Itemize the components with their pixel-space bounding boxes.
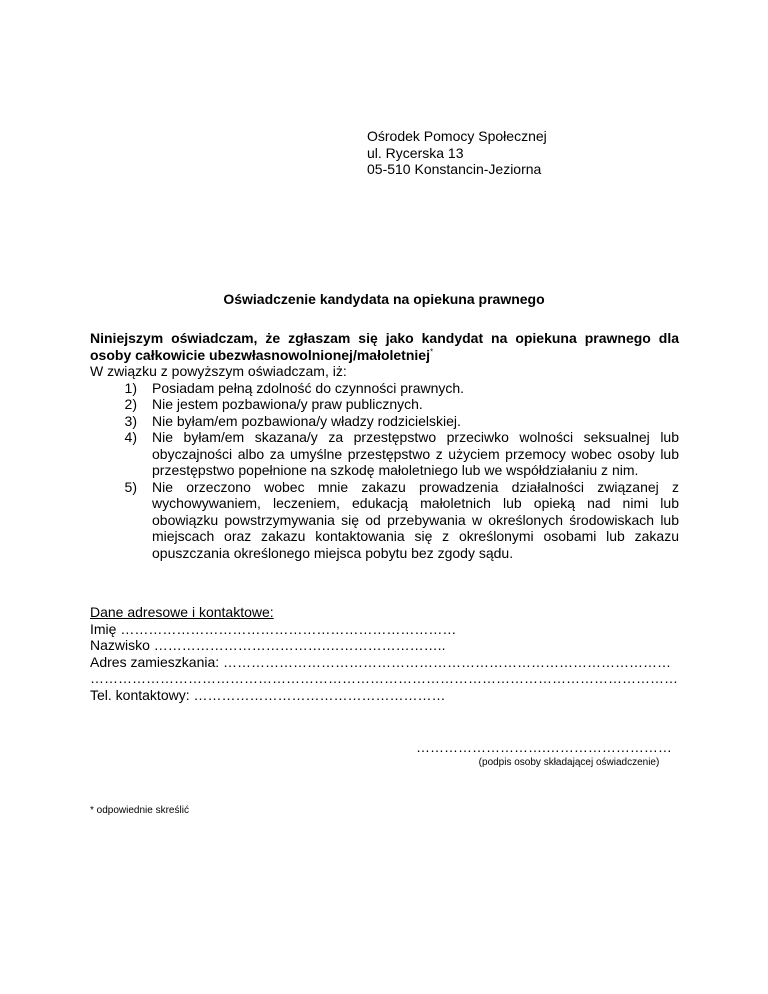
clause-text: Nie byłam/em skazana/y za przestępstwo przeciwko wolności seksualnej lub obyczajności albo za umyślne przestępstwo z użyciem przemocy wobec osoby lub przestępstwo popełnione na szkodę małoletniego lub we współdziałaniu z nim. xyxy=(152,429,679,478)
last-name-field: Nazwisko ……………………………….…………………….. xyxy=(90,637,446,653)
recipient-address xyxy=(367,128,707,178)
clause-text: Nie orzeczono wobec mnie zakazu prowadzenia działalności związanej z wychowywaniem, leczeniem, edukacją małoletnich lub opieką nad nimi lub obowiązku powstrzymywania się od przebywania w określonych środowiskach lub miejscach oraz zakazu kontaktowania się z określonymi osobami lub zakazu opuszczania określonego miejsca pobytu bez zgody sądu. xyxy=(152,478,679,561)
lead-text: W związku z powyższym oświadczam, iż: xyxy=(90,363,347,379)
clause-number: 4) xyxy=(124,429,137,445)
recipient-street: ul. Rycerska 13 xyxy=(367,144,464,161)
clause-text: Nie byłam/em pozbawiona/y władzy rodzicielskiej. xyxy=(152,412,461,429)
declaration-intro xyxy=(90,330,679,363)
clause-text: Nie jestem pozbawiona/y praw publicznych. xyxy=(152,396,423,412)
clause-number: 3) xyxy=(124,412,137,429)
recipient-city: 05-510 Konstancin-Jeziorna xyxy=(367,161,542,177)
signature-line: ……………………….……………………… xyxy=(416,739,672,755)
clause-item xyxy=(90,380,679,397)
first-name-field: Imię ……………………………………………………………… xyxy=(90,620,457,637)
declaration-body xyxy=(90,330,679,561)
clause-item xyxy=(90,396,679,413)
contact-section xyxy=(90,604,679,703)
intro-line-1: Niniejszym oświadczam, że zgłaszam się jako kandydat na opiekuna prawnego dla xyxy=(90,330,679,346)
address-continuation-field: ……………………………………………………………………………………………………………… xyxy=(90,670,678,686)
clause-number: 1) xyxy=(124,379,137,396)
document-title: Oświadczenie kandydata na opiekuna prawnego xyxy=(223,291,545,307)
clause-number: 5) xyxy=(124,478,137,495)
intro-line-2 xyxy=(90,347,679,364)
address-field: Adres zamieszkania: …………………………………………………………………………………… xyxy=(90,653,672,670)
clause-item xyxy=(90,413,679,430)
clause-text: Posiadam pełną zdolność do czynności prawnych. xyxy=(152,379,465,396)
clause-item xyxy=(90,429,679,479)
clause-list xyxy=(90,380,679,562)
footnote-marker: * xyxy=(429,346,434,356)
contact-heading: Dane adresowe i kontaktowe: xyxy=(90,604,274,620)
signature-block xyxy=(414,739,674,769)
recipient-name: Ośrodek Pomocy Społecznej xyxy=(367,128,547,144)
footnote: * odpowiednie skreślić xyxy=(90,805,189,816)
intro-line-2-text: osoby całkowicie ubezwłasnowolnionej/małoletniej xyxy=(90,346,430,363)
clause-item xyxy=(90,479,679,562)
clause-number: 2) xyxy=(124,396,137,412)
signature-caption: (podpis osoby składającej oświadczenie) xyxy=(478,756,660,768)
phone-field: Tel. kontaktowy: ……………………………………………… xyxy=(90,686,446,703)
